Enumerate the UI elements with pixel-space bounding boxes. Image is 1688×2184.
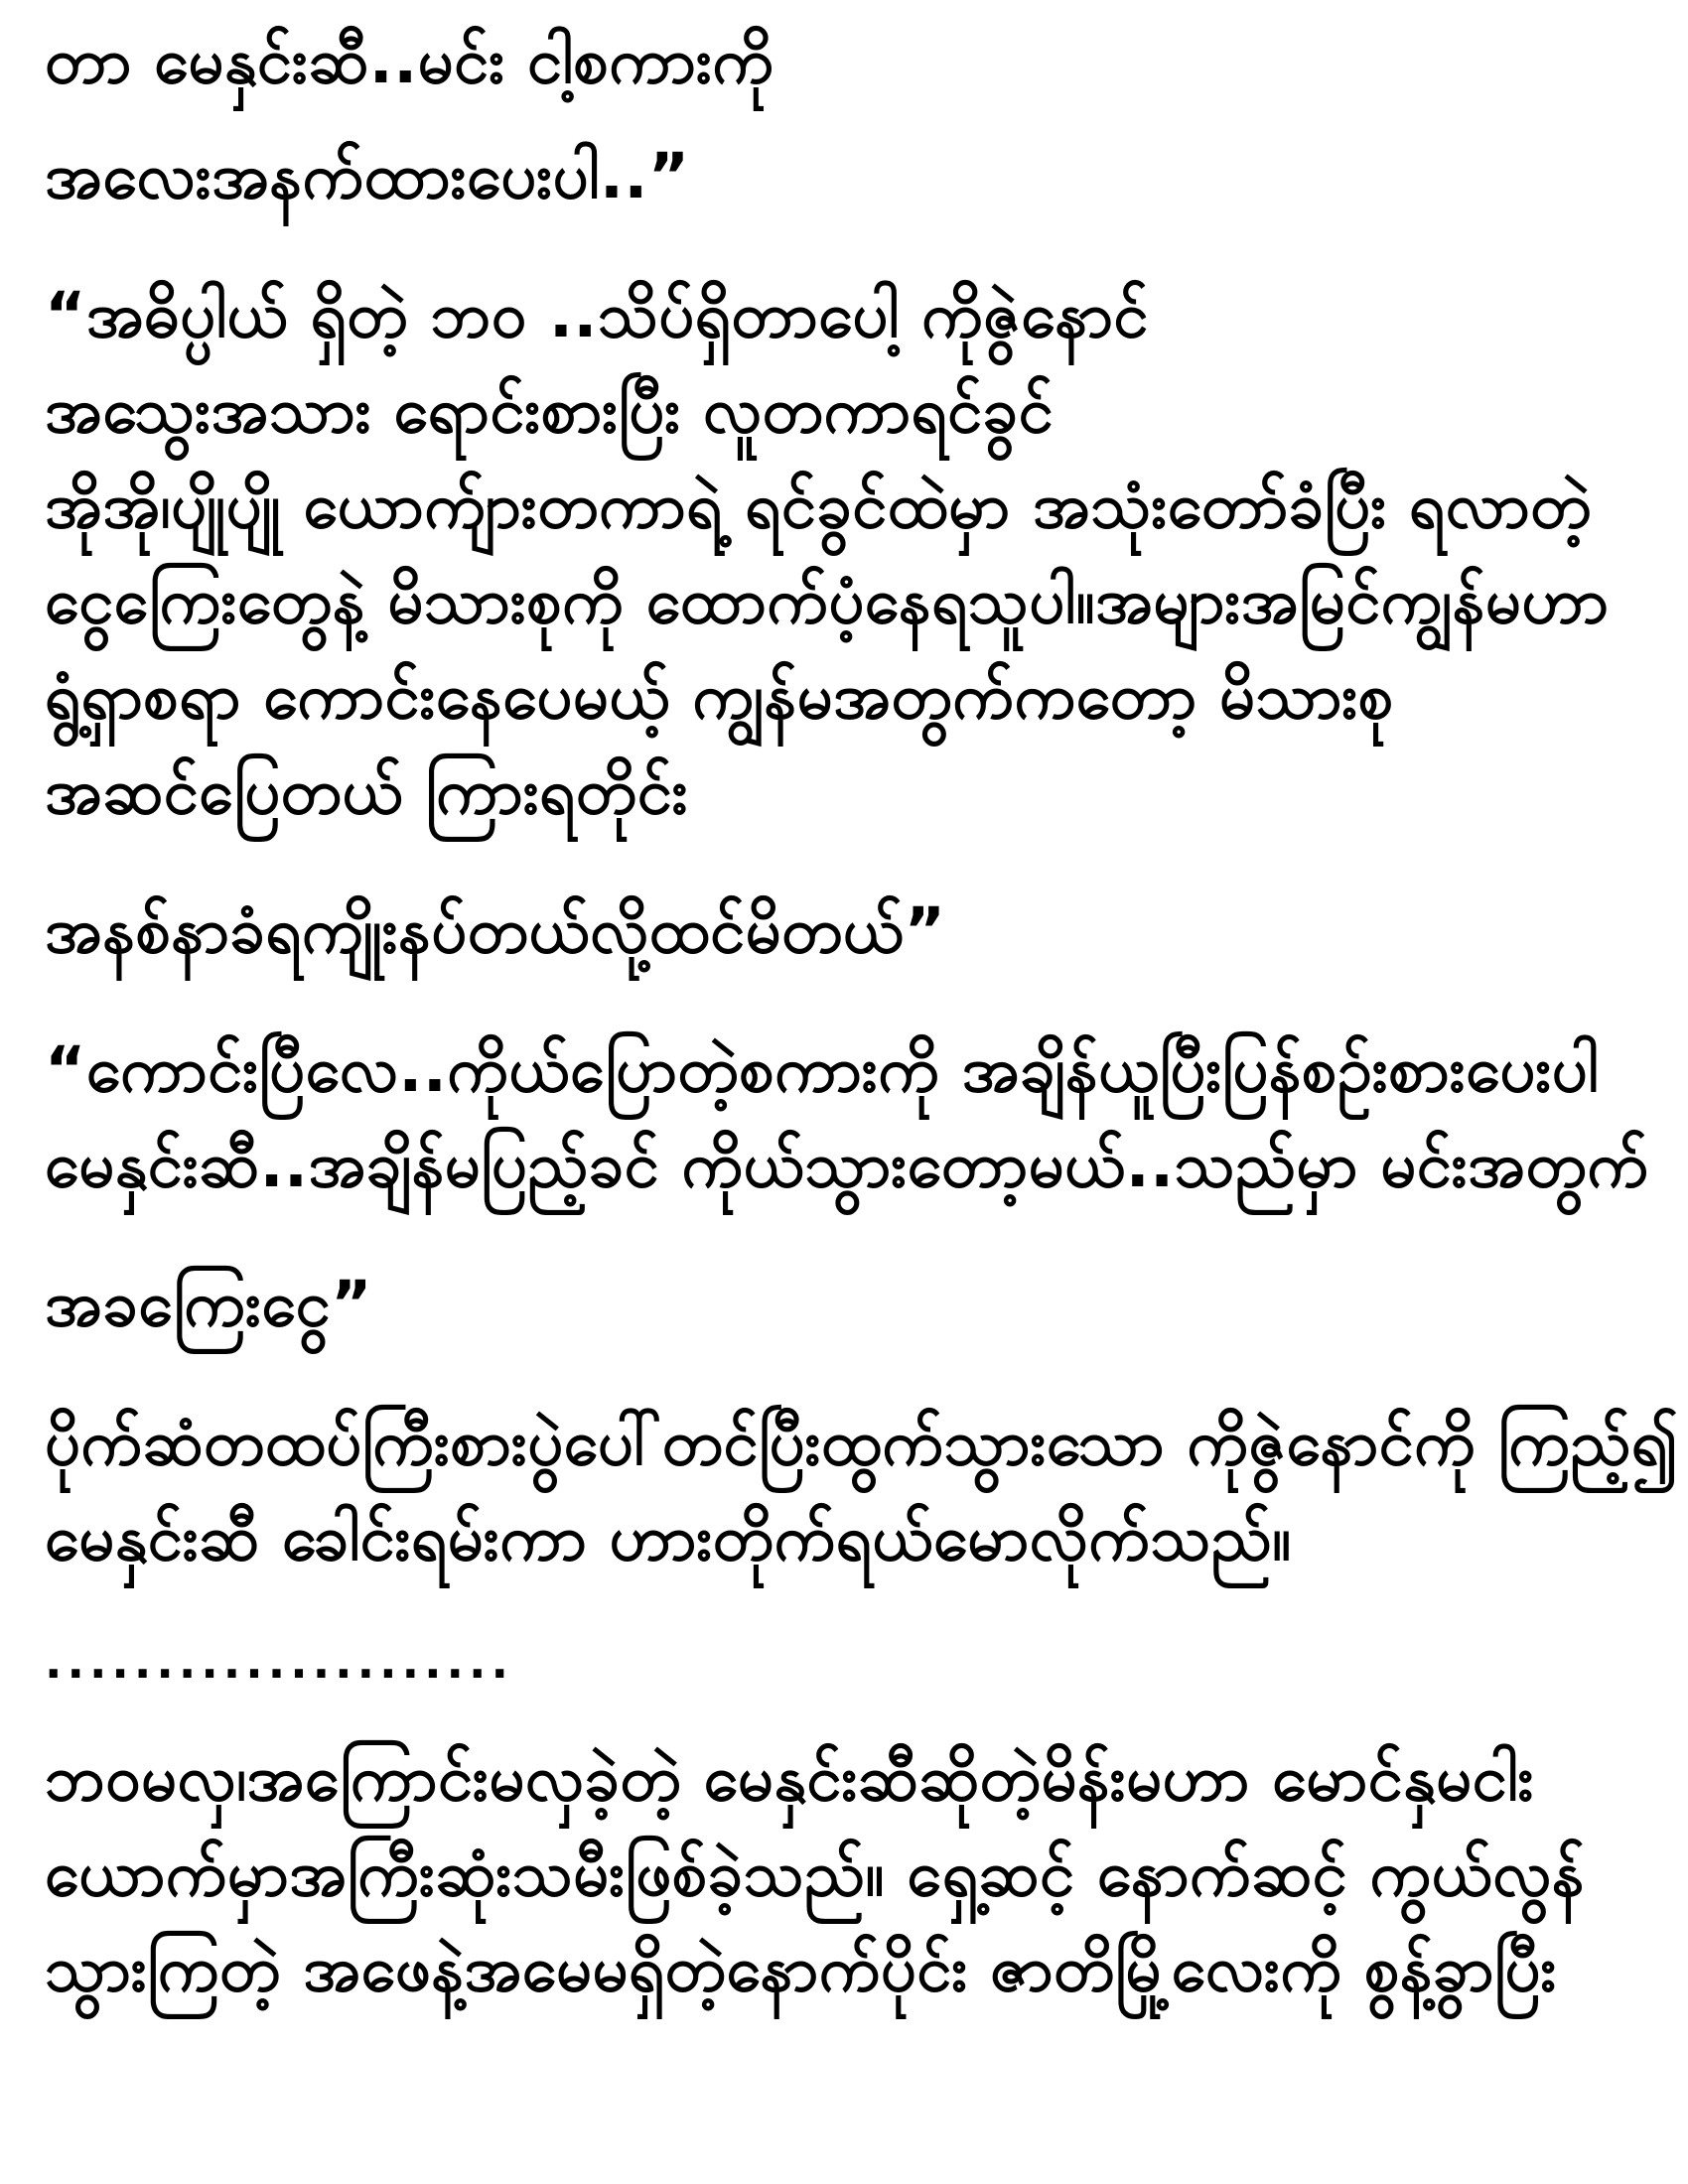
dialogue-line: အခကြေးငွေ” xyxy=(45,1268,372,1340)
dialogue-line: အဆင်ပြေတယ် ကြားရတိုင်း xyxy=(45,755,689,828)
dialogue-paragraph xyxy=(45,1023,1658,1213)
dialogue-line: ရွံ့ရှာစရာ ကောင်းနေပေမယ့် ကျွန်မအတွက်ကတော့ မိသားစု xyxy=(45,660,1394,733)
story-line: ယောက်မှာအကြီးဆုံးသမီးဖြစ်ခဲ့သည်။ ရှေ့ဆင့် နောက်ဆင့် ကွယ်လွန် xyxy=(45,1838,1585,1910)
dialogue-line: အိုအို၊ပျိုပျို ယောက်ျားတကာရဲ့ ရင်ခွင်ထဲမှာ အသုံးတော်ခံပြီး ရလာတဲ့ xyxy=(45,470,1592,542)
narration-paragraph xyxy=(45,1396,1679,1586)
story-line: ပိုက်ဆံတထပ်ကြီးစားပွဲပေါ်တင်ပြီးထွက်သွားသော ကိုဇွဲနောင်ကို ကြည့်၍ xyxy=(45,1407,1679,1479)
dialogue-paragraph xyxy=(45,884,1658,979)
story-line: သွားကြတဲ့ အဖေနဲ့အမေမရှိတဲ့နောက်ပိုင်း ဇာတိမြို့လေးကို စွန့်ခွာပြီး xyxy=(45,1933,1557,2005)
scene-separator xyxy=(45,1630,1658,1694)
dialogue-line: အနစ်နာခံရကျိုးနပ်တယ်လို့ထင်မိတယ်” xyxy=(45,894,946,967)
dialogue-paragraph xyxy=(45,1257,1658,1352)
separator-dots: ..................... xyxy=(45,1635,513,1689)
dialogue-line: “ကောင်းပြီလေ..ကိုယ်ပြောတဲ့စကားကို အချိန်ယူပြီးပြန်စဉ်းစားပေးပါ xyxy=(45,1033,1600,1106)
dialogue-line: အသွေးအသား ရောင်းစားပြီး လူတကာရင်ခွင် xyxy=(45,374,1055,447)
story-line: အလေးအနက်ထားပေးပါ..” xyxy=(45,140,690,212)
story-line: ဘဝမလှ၊အကြောင်းမလှခဲ့တဲ့ မေနှင်းဆီဆိုတဲ့မိန်းမဟာ မောင်နှမငါး xyxy=(45,1742,1534,1815)
paragraph xyxy=(45,14,1658,109)
story-line: တာ မေနှင်းဆီ..မင်း ငါ့စကားကို xyxy=(45,25,774,97)
dialogue-paragraph xyxy=(45,268,1658,840)
paragraph xyxy=(45,129,1658,224)
narration-paragraph xyxy=(45,1731,1658,2017)
dialogue-line: “အဓိပ္ပါယ် ရှိတဲ့ ဘဝ ..သိပ်ရှိတာပေါ့ ကိုဇွဲနောင် xyxy=(45,279,1149,351)
story-line: မေနှင်းဆီ ခေါင်းရမ်းကာ ဟားတိုက်ရယ်မောလိုက်သည်။ xyxy=(45,1502,1292,1574)
dialogue-line: မေနှင်းဆီ..အချိန်မပြည့်ခင် ကိုယ်သွားတော့မယ်..သည်မှာ မင်းအတွက် xyxy=(45,1129,1649,1201)
dialogue-line: ငွေကြေးတွေနဲ့ မိသားစုကို ထောက်ပံ့နေရသူပါ။အများအမြင်ကျွန်မဟာ xyxy=(45,565,1610,637)
